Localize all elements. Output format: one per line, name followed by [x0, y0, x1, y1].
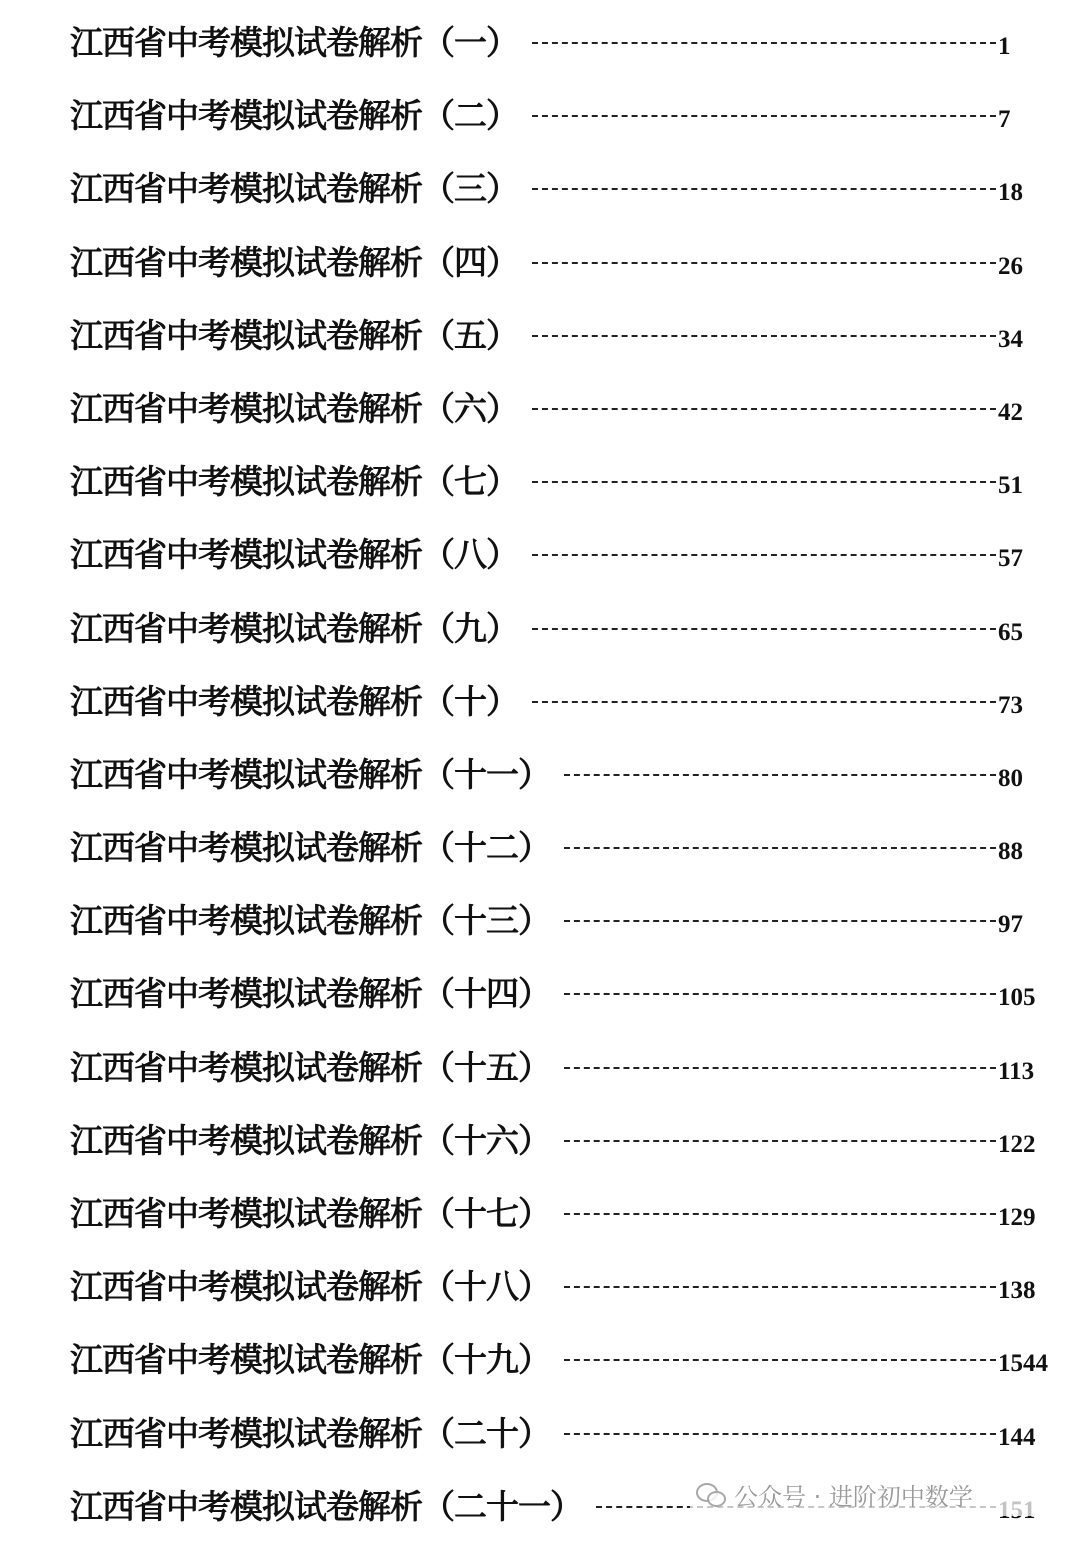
- dotted-leader: [564, 1067, 996, 1069]
- toc-page-number: 1544: [998, 1350, 1048, 1378]
- toc-page-number: 7: [998, 106, 1011, 134]
- toc-entry-title: 江西省中考模拟试卷解析（二十一）: [70, 1486, 582, 1526]
- toc-page-number: 42: [998, 398, 1023, 426]
- toc-page-number: 88: [998, 838, 1023, 866]
- toc-page-number: 129: [998, 1204, 1036, 1231]
- toc-page-number: 34: [998, 325, 1023, 353]
- toc-entry-6[interactable]: [70, 376, 1050, 449]
- dotted-leader: [532, 481, 996, 483]
- dotted-leader: [532, 188, 996, 190]
- dotted-leader: [532, 115, 996, 117]
- toc-entry-9[interactable]: [70, 596, 1050, 669]
- dotted-leader: [564, 1140, 996, 1142]
- toc-page-number: 122: [998, 1130, 1036, 1158]
- toc-entry-20[interactable]: [70, 1401, 1050, 1474]
- toc-entry-18[interactable]: [70, 1254, 1050, 1327]
- toc-page-number: 73: [998, 691, 1023, 719]
- toc-entry-7[interactable]: [70, 449, 1050, 522]
- dotted-leader: [532, 701, 996, 703]
- toc-page-number: 26: [998, 252, 1023, 280]
- toc-entry-title: 江西省中考模拟试卷解析（十二）: [70, 828, 550, 868]
- toc-entry-12[interactable]: [70, 815, 1050, 888]
- dotted-leader: [564, 993, 996, 995]
- toc-entry-title: 江西省中考模拟试卷解析（十四）: [70, 974, 550, 1014]
- toc-page-number: 138: [998, 1277, 1036, 1305]
- toc-entry-title: 江西省中考模拟试卷解析（十六）: [70, 1120, 550, 1160]
- watermark-text: 公众号 · 进阶初中数学: [734, 1482, 973, 1511]
- dotted-leader: [564, 1213, 996, 1215]
- dotted-leader: [532, 628, 996, 630]
- toc-page-number: 144: [998, 1423, 1036, 1451]
- toc-entry-16[interactable]: [70, 1108, 1050, 1181]
- toc-entry-4[interactable]: [70, 230, 1050, 303]
- dotted-leader: [532, 335, 996, 337]
- toc-entry-19[interactable]: [70, 1327, 1050, 1400]
- dotted-leader: [564, 847, 996, 849]
- toc-page-number: 113: [998, 1057, 1035, 1085]
- dotted-leader: [532, 408, 996, 410]
- toc-page-number: 18: [998, 179, 1023, 207]
- toc-entry-title: 江西省中考模拟试卷解析（十七）: [70, 1194, 550, 1233]
- toc-entry-title: 江西省中考模拟试卷解析（十）: [70, 681, 518, 721]
- wechat-watermark: [690, 1472, 1062, 1516]
- toc-entry-14[interactable]: [70, 961, 1050, 1034]
- toc-entry-5[interactable]: [70, 303, 1050, 376]
- dotted-leader: [564, 1433, 996, 1435]
- toc-entry-3[interactable]: [70, 156, 1050, 229]
- toc-entry-title: 江西省中考模拟试卷解析（十九）: [70, 1340, 550, 1380]
- toc-page-number: 80: [998, 764, 1023, 792]
- toc-entry-title: 江西省中考模拟试卷解析（一）: [70, 23, 518, 62]
- toc-entry-title: 江西省中考模拟试卷解析（四）: [70, 242, 518, 282]
- dotted-leader: [532, 554, 996, 556]
- dotted-leader: [564, 774, 996, 776]
- toc-entry-13[interactable]: [70, 888, 1050, 961]
- toc-entry-1[interactable]: [70, 10, 1050, 83]
- toc-entry-title: 江西省中考模拟试卷解析（五）: [70, 315, 518, 355]
- toc-page-number: 1: [998, 33, 1011, 60]
- toc-page-number: 57: [998, 545, 1023, 573]
- toc-entry-title: 江西省中考模拟试卷解析（九）: [70, 608, 518, 648]
- dotted-leader: [532, 42, 996, 44]
- toc-entry-title: 江西省中考模拟试卷解析（十五）: [70, 1047, 550, 1087]
- toc-entry-title: 江西省中考模拟试卷解析（七）: [70, 462, 518, 502]
- toc-entry-title: 江西省中考模拟试卷解析（十八）: [70, 1267, 550, 1307]
- toc-entry-title: 江西省中考模拟试卷解析（十三）: [70, 901, 550, 941]
- toc-page-number: 97: [998, 911, 1023, 939]
- dotted-leader: [564, 920, 996, 922]
- toc-entry-2[interactable]: [70, 83, 1050, 156]
- table-of-contents: [70, 10, 1050, 1547]
- dotted-leader: [532, 262, 996, 264]
- toc-entry-15[interactable]: [70, 1035, 1050, 1108]
- toc-entry-title: 江西省中考模拟试卷解析（二十）: [70, 1413, 550, 1453]
- toc-entry-title: 江西省中考模拟试卷解析（十一）: [70, 754, 550, 794]
- toc-entry-11[interactable]: [70, 742, 1050, 815]
- toc-page-number: 51: [998, 472, 1023, 500]
- wechat-icon: [696, 1481, 726, 1507]
- toc-entry-8[interactable]: [70, 522, 1050, 595]
- toc-entry-title: 江西省中考模拟试卷解析（二）: [70, 96, 518, 136]
- toc-entry-title: 江西省中考模拟试卷解析（六）: [70, 388, 518, 428]
- toc-entry-title: 江西省中考模拟试卷解析（八）: [70, 535, 518, 575]
- toc-page-number: 105: [998, 984, 1036, 1012]
- toc-entry-title: 江西省中考模拟试卷解析（三）: [70, 169, 518, 209]
- toc-entry-17[interactable]: [70, 1181, 1050, 1254]
- toc-entry-10[interactable]: [70, 669, 1050, 742]
- dotted-leader: [564, 1359, 996, 1361]
- toc-page-number: 65: [998, 618, 1023, 646]
- dotted-leader: [564, 1286, 996, 1288]
